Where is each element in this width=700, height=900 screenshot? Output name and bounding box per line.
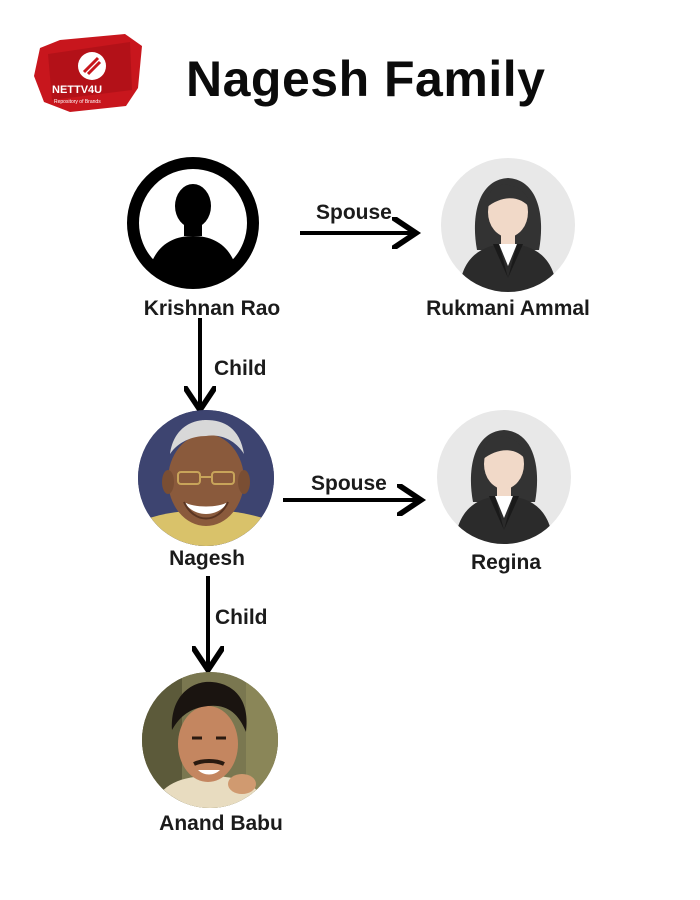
- svg-text:Repository of Brands: Repository of Brands: [54, 99, 101, 105]
- person-name-regina: Regina: [470, 551, 542, 574]
- person-name-rukmani-ammal: Rukmani Ammal: [426, 297, 590, 320]
- spouse-label-2: Spouse: [311, 472, 387, 495]
- anand-babu-photo: [142, 672, 278, 808]
- page-title: Nagesh Family: [186, 51, 546, 107]
- person-name-anand-babu: Anand Babu: [159, 812, 283, 835]
- spouse-label-1: Spouse: [316, 201, 392, 224]
- child-label-2: Child: [215, 606, 268, 629]
- child-label-1: Child: [214, 357, 267, 380]
- regina-avatar: [437, 410, 571, 544]
- rukmani-ammal-avatar: [441, 158, 575, 292]
- person-name-krishnan-rao: Krishnan Rao: [143, 297, 281, 320]
- nagesh-photo: [138, 410, 274, 546]
- krishnan-rao-avatar: [126, 156, 260, 290]
- person-name-nagesh: Nagesh: [169, 547, 245, 570]
- svg-text:NETTV4U: NETTV4U: [52, 84, 103, 96]
